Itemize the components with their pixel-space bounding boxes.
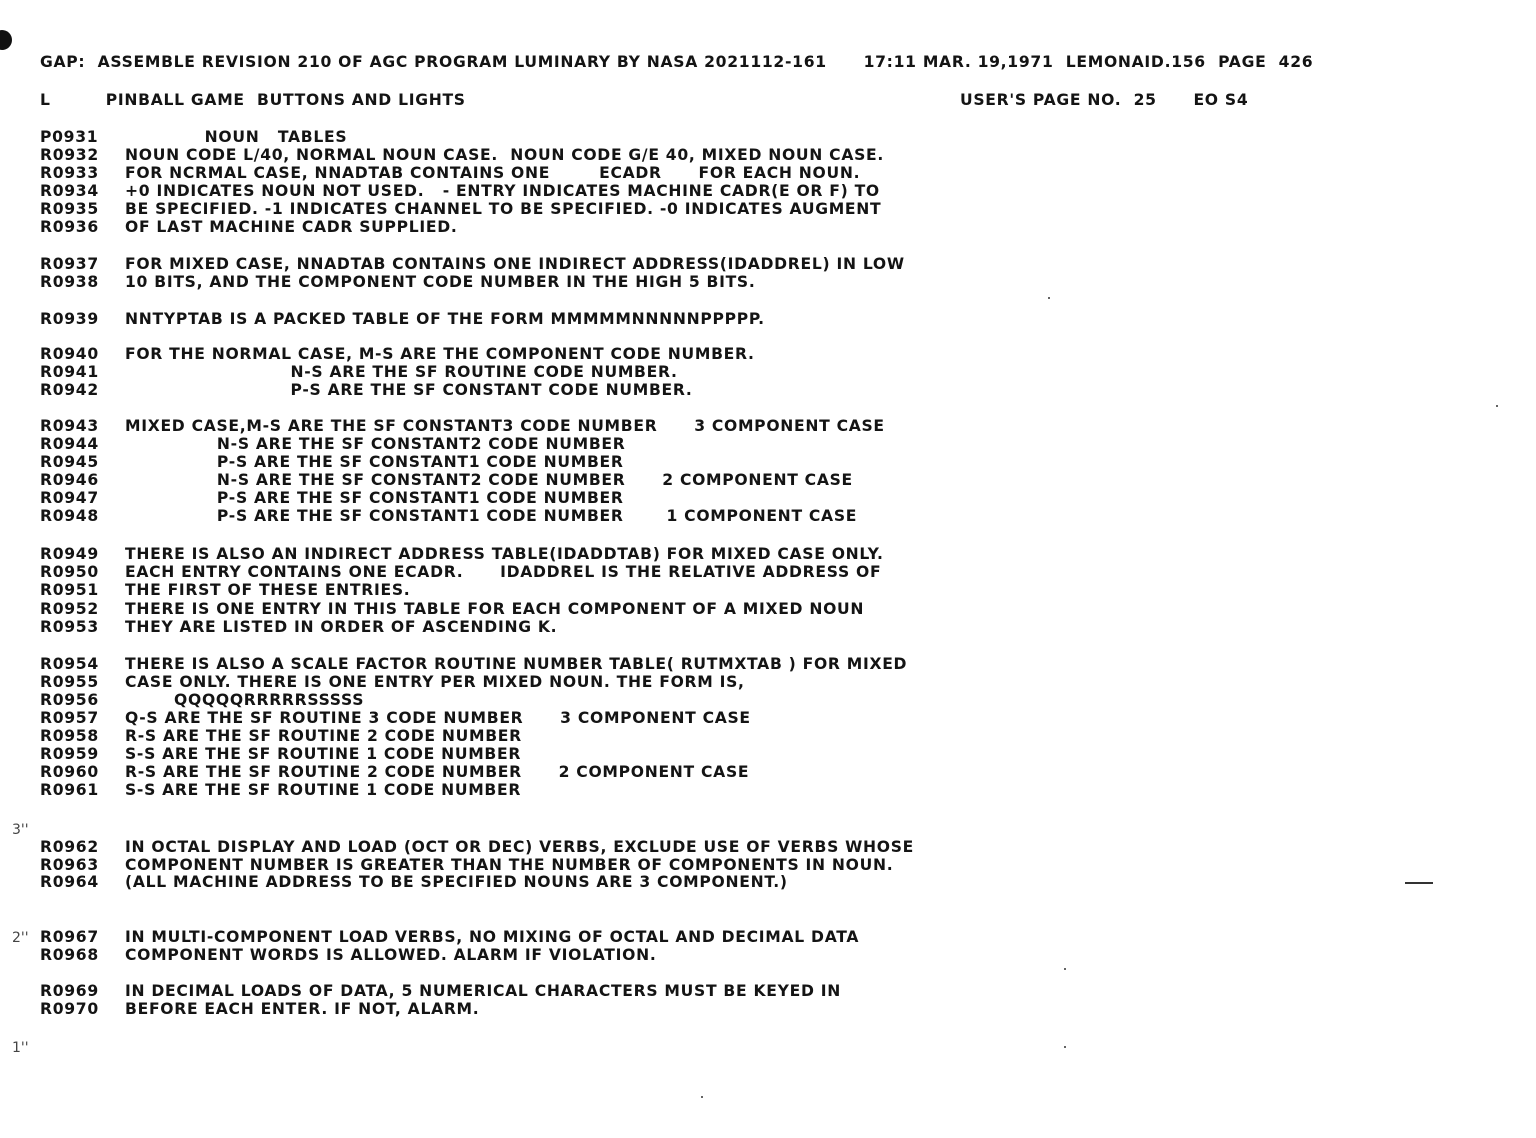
- line-text: IN OCTAL DISPLAY AND LOAD (OCT OR DEC) VERBS, EXCLUDE USE OF VERBS WHOSE: [125, 838, 915, 856]
- speck: [1064, 968, 1066, 970]
- line-text: Q-S ARE THE SF ROUTINE 3 CODE NUMBER 3 COMPONENT CASE: [125, 709, 751, 727]
- line-label: R0951: [40, 581, 99, 599]
- line-text: THE FIRST OF THESE ENTRIES.: [125, 581, 411, 599]
- line-label: R0948: [40, 507, 99, 525]
- line-label: R0949: [40, 545, 99, 563]
- line-text: OF LAST MACHINE CADR SUPPLIED.: [125, 218, 458, 236]
- line-label: R0939: [40, 310, 99, 328]
- line-text: THERE IS ALSO AN INDIRECT ADDRESS TABLE(IDADDTAB) FOR MIXED CASE ONLY.: [125, 545, 884, 563]
- line-label: R0970: [40, 1000, 99, 1018]
- margin-mark: 2'': [12, 930, 29, 946]
- line-label: P0931: [40, 128, 99, 146]
- line-label: R0947: [40, 489, 99, 507]
- line-text: NOUN TABLES: [125, 128, 348, 146]
- line-label: R0935: [40, 200, 99, 218]
- line-label: R0954: [40, 655, 99, 673]
- line-text: N-S ARE THE SF ROUTINE CODE NUMBER.: [125, 363, 678, 381]
- line-text: S-S ARE THE SF ROUTINE 1 CODE NUMBER: [125, 781, 522, 799]
- line-text: THERE IS ALSO A SCALE FACTOR ROUTINE NUMBER TABLE( RUTMXTAB ) FOR MIXED: [125, 655, 908, 673]
- line-label: R0956: [40, 691, 99, 709]
- line-label: R0932: [40, 146, 99, 164]
- line-text: +0 INDICATES NOUN NOT USED. - ENTRY INDICATES MACHINE CADR(E OR F) TO: [125, 182, 880, 200]
- line-text: IN DECIMAL LOADS OF DATA, 5 NUMERICAL CHARACTERS MUST BE KEYED IN: [125, 982, 841, 1000]
- line-label: R0944: [40, 435, 99, 453]
- line-text: N-S ARE THE SF CONSTANT2 CODE NUMBER 2 COMPONENT CASE: [125, 471, 853, 489]
- speck: [1064, 1046, 1066, 1048]
- user-page-number: USER'S PAGE NO. 25 EO S4: [960, 91, 1249, 109]
- section-title: L PINBALL GAME BUTTONS AND LIGHTS: [40, 91, 466, 109]
- line-text: (ALL MACHINE ADDRESS TO BE SPECIFIED NOUNS ARE 3 COMPONENT.): [125, 873, 788, 891]
- speck: [1496, 405, 1498, 407]
- line-text: N-S ARE THE SF CONSTANT2 CODE NUMBER: [125, 435, 626, 453]
- line-label: R0941: [40, 363, 99, 381]
- line-text: P-S ARE THE SF CONSTANT1 CODE NUMBER 1 COMPONENT CASE: [125, 507, 858, 525]
- header-line: GAP: ASSEMBLE REVISION 210 OF AGC PROGRAM LUMINARY BY NASA 2021112-161 17:11 MAR. 19,1971 LEMONAID.156 PAGE 426: [40, 53, 1314, 71]
- line-label: R0938: [40, 273, 99, 291]
- line-text: P-S ARE THE SF CONSTANT1 CODE NUMBER: [125, 453, 624, 471]
- line-text: COMPONENT NUMBER IS GREATER THAN THE NUMBER OF COMPONENTS IN NOUN.: [125, 856, 894, 874]
- line-text: QQQQQRRRRRSSSSS: [125, 691, 365, 709]
- line-text: FOR MIXED CASE, NNADTAB CONTAINS ONE INDIRECT ADDRESS(IDADDREL) IN LOW: [125, 255, 905, 273]
- line-label: R0957: [40, 709, 99, 727]
- line-label: R0934: [40, 182, 99, 200]
- line-text: COMPONENT WORDS IS ALLOWED. ALARM IF VIOLATION.: [125, 946, 657, 964]
- punch-hole: [0, 30, 12, 50]
- line-text: BE SPECIFIED. -1 INDICATES CHANNEL TO BE SPECIFIED. -0 INDICATES AUGMENT: [125, 200, 882, 218]
- line-label: R0963: [40, 856, 99, 874]
- line-label: R0960: [40, 763, 99, 781]
- line-text: P-S ARE THE SF CONSTANT1 CODE NUMBER: [125, 489, 624, 507]
- line-label: R0946: [40, 471, 99, 489]
- margin-mark: 3'': [12, 822, 29, 838]
- line-text: THERE IS ONE ENTRY IN THIS TABLE FOR EACH COMPONENT OF A MIXED NOUN: [125, 600, 865, 618]
- stray-dash: [1405, 882, 1433, 884]
- line-label: R0964: [40, 873, 99, 891]
- line-text: IN MULTI-COMPONENT LOAD VERBS, NO MIXING OF OCTAL AND DECIMAL DATA: [125, 928, 860, 946]
- line-label: R0936: [40, 218, 99, 236]
- line-label: R0958: [40, 727, 99, 745]
- line-label: R0942: [40, 381, 99, 399]
- line-text: P-S ARE THE SF CONSTANT CODE NUMBER.: [125, 381, 693, 399]
- line-label: R0959: [40, 745, 99, 763]
- line-label: R0961: [40, 781, 99, 799]
- line-label: R0950: [40, 563, 99, 581]
- line-text: NOUN CODE L/40, NORMAL NOUN CASE. NOUN CODE G/E 40, MIXED NOUN CASE.: [125, 146, 884, 164]
- margin-mark: 1'': [12, 1040, 29, 1056]
- speck: [1048, 297, 1050, 299]
- line-label: R0937: [40, 255, 99, 273]
- line-text: FOR THE NORMAL CASE, M-S ARE THE COMPONENT CODE NUMBER.: [125, 345, 755, 363]
- line-text: CASE ONLY. THERE IS ONE ENTRY PER MIXED NOUN. THE FORM IS,: [125, 673, 745, 691]
- line-text: BEFORE EACH ENTER. IF NOT, ALARM.: [125, 1000, 480, 1018]
- line-label: R0952: [40, 600, 99, 618]
- line-label: R0945: [40, 453, 99, 471]
- line-text: 10 BITS, AND THE COMPONENT CODE NUMBER IN THE HIGH 5 BITS.: [125, 273, 756, 291]
- line-label: R0968: [40, 946, 99, 964]
- speck: [701, 1096, 703, 1098]
- line-label: R0969: [40, 982, 99, 1000]
- line-label: R0953: [40, 618, 99, 636]
- line-text: NNTYPTAB IS A PACKED TABLE OF THE FORM MMMMMNNNNNPPPPP.: [125, 310, 765, 328]
- line-label: R0933: [40, 164, 99, 182]
- line-text: EACH ENTRY CONTAINS ONE ECADR. IDADDREL IS THE RELATIVE ADDRESS OF: [125, 563, 882, 581]
- line-label: R0962: [40, 838, 99, 856]
- line-label: R0940: [40, 345, 99, 363]
- line-text: S-S ARE THE SF ROUTINE 1 CODE NUMBER: [125, 745, 522, 763]
- line-text: R-S ARE THE SF ROUTINE 2 CODE NUMBER: [125, 727, 522, 745]
- line-label: R0943: [40, 417, 99, 435]
- line-text: THEY ARE LISTED IN ORDER OF ASCENDING K.: [125, 618, 558, 636]
- line-text: FOR NCRMAL CASE, NNADTAB CONTAINS ONE ECADR FOR EACH NOUN.: [125, 164, 861, 182]
- line-label: R0967: [40, 928, 99, 946]
- line-label: R0955: [40, 673, 99, 691]
- line-text: R-S ARE THE SF ROUTINE 2 CODE NUMBER 2 COMPONENT CASE: [125, 763, 750, 781]
- line-text: MIXED CASE,M-S ARE THE SF CONSTANT3 CODE NUMBER 3 COMPONENT CASE: [125, 417, 885, 435]
